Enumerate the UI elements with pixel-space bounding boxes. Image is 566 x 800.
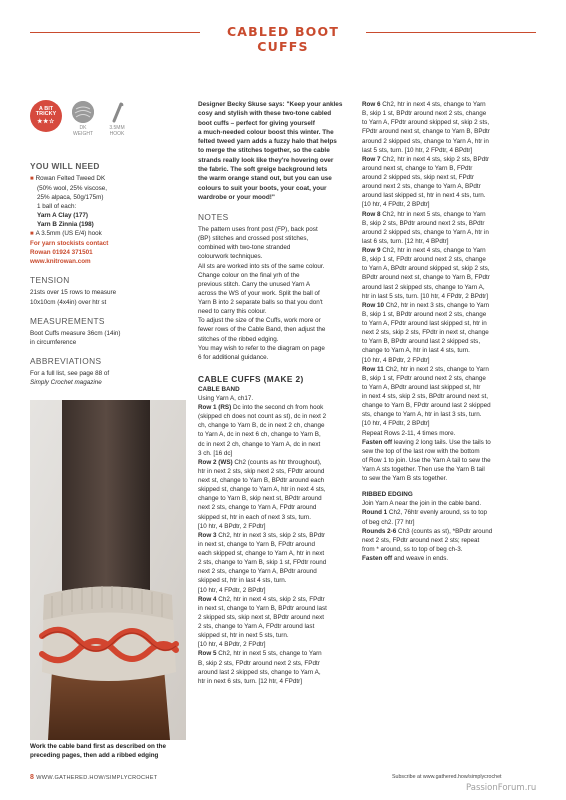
row-line: in next 4 sts, skip 2 sts, BPdtr around next st, <box>362 393 488 400</box>
row-label: Row 8 <box>362 210 381 218</box>
row-line: B, skip 2 sts, FPdtr around next 2 sts, FPdtr <box>198 659 320 667</box>
row-label: Fasten off <box>362 438 393 446</box>
difficulty-line1: A BIT <box>38 105 54 112</box>
row-text: Ch2, htr in next 3 sts, change to Yarn <box>384 301 490 309</box>
row-line: in next st, change to Yarn B, BPdtr around last <box>198 604 327 612</box>
notes-line: fewer rows of the Cable Band, then adjust the <box>198 326 326 334</box>
row-text: Ch2, htr in next 4 sts, change to Yarn <box>380 247 486 254</box>
intro-line: strands really look like they're hovering over <box>198 156 334 164</box>
row-line: next 2 sts, FPdtr around next 2 sts; repeat <box>362 536 480 544</box>
notes-line: To adjust the size of the Cuffs, work more or <box>198 317 321 325</box>
row-5 <box>198 649 355 686</box>
row-4 <box>198 595 355 650</box>
row-first-line <box>362 508 540 517</box>
header-rule-left <box>30 32 200 33</box>
stockists-label: For yarn stockists contact <box>30 240 109 247</box>
tension-heading: TENSION <box>30 275 70 286</box>
cable-band-subheading: CABLE BAND <box>198 385 240 393</box>
yarn-name: Rowan Felted Tweed DK <box>35 175 106 182</box>
row-label: Round 1 <box>362 509 388 517</box>
notes-line: across the WS of your work. Split the ball of <box>198 289 320 297</box>
caption-line-2: preceding pages, then add a ribbed edging <box>30 751 159 759</box>
row-text: Ch2, htr in next 4 sts, change to Yarn <box>380 101 486 108</box>
row-label: Row 3 <box>198 531 217 539</box>
intro-line: felted tweed yarn adds a fuzzy halo that helps <box>198 138 337 146</box>
row-first-line <box>362 246 540 255</box>
abbreviations-line-2: Simply Crochet magazine <box>30 379 102 386</box>
row-line: next st, change to Yarn B, BPdtr around each <box>198 477 325 485</box>
intro-line: the warm orange stand out, but you can use <box>198 175 332 183</box>
info-badges <box>30 100 180 152</box>
right-column <box>362 100 540 563</box>
row-line: from * around, ss to top of beg ch-3. <box>362 545 463 553</box>
intro-line: cosy and stylish with these two-tone cabled <box>198 110 332 118</box>
you-will-need-heading: YOU WILL NEED <box>30 161 100 171</box>
crochet-hook-icon <box>106 101 128 123</box>
row-line: 2 sts, change to Yarn A, FPdtr around last <box>198 623 315 631</box>
stockists-phone: Rowan 01924 371501 <box>30 249 93 257</box>
row-first-line <box>362 210 540 219</box>
watermark: PassionForum.ru <box>466 783 537 793</box>
measurements-text <box>30 329 180 347</box>
row-first-line <box>198 595 355 604</box>
row-line: each skipped st, change to Yarn A, htr in next <box>198 550 325 558</box>
weight-line2: WEIGHT <box>73 130 93 137</box>
row-9 <box>362 246 540 301</box>
abbreviations-text <box>30 369 180 387</box>
measurements-heading: MEASUREMENTS <box>30 315 105 326</box>
row-line: last 6 sts, turn. [12 htr, 4 BPdtr] <box>362 237 449 245</box>
intro-line: boot cuffs – perfect for giving yourself <box>198 119 315 127</box>
notes-line: (BP) stitches and crossed post stitches, <box>198 235 309 243</box>
row-line: to Yarn A, BPdtr around last skipped st, htr <box>362 383 481 391</box>
row-line: next 2 sts, change to Yarn A, BPdtr around <box>198 568 317 576</box>
notes-line: colourwork techniques. <box>198 253 263 261</box>
cable-band-continued <box>362 100 540 483</box>
row-line: last 5 sts, turn. [10 htr, 2 FPdtr, 4 BPdtr] <box>362 146 473 154</box>
difficulty-badge <box>30 100 62 132</box>
intro-line: colours to suit your boots, your coat, your <box>198 184 327 192</box>
fasten-off-final-label: Fasten off <box>362 555 393 562</box>
tension-text <box>30 288 180 306</box>
row-line: [10 htr, 4 FPdtr, 2 BPdtr] <box>362 420 430 428</box>
row-first-line <box>198 403 355 412</box>
difficulty-line2: TRICKY <box>35 111 57 118</box>
row-text: leaving 2 long tails. Use the tails to <box>392 438 491 446</box>
row-text: Ch2, htr in next 4 sts, skip 2 sts, BPdtr <box>380 155 490 163</box>
row-line: 2 sts, change to Yarn B, skip 1 st, FPdtr round <box>198 559 327 567</box>
row-line: FPdtr around next st, change to Yarn B, BPdtr <box>362 128 490 136</box>
measurements-line-2: in circumference <box>30 338 77 346</box>
notes-line: 6 for additional guidance. <box>198 353 269 361</box>
repeat-rows: Repeat Rows 2-11, 4 times more. <box>362 429 456 437</box>
cable-cuffs-heading: CABLE CUFFS (MAKE 2) <box>198 373 304 384</box>
row-line: htr in last 5 sts, turn. [10 htr, 4 FPdtr, 2 BPdtr] <box>362 292 488 300</box>
row-line: [10 htr, 4 BPdtr, 2 FPdtr] <box>198 641 266 649</box>
weight-badge <box>70 100 96 138</box>
stockists-web: www.knitrowan.com <box>30 258 91 266</box>
row-line: to Yarn B, BPdtr around last 2 skipped sts, <box>362 338 481 346</box>
fasten-off-final-text: and weave in ends. <box>392 555 449 562</box>
intro-line: wardrobe or your mood!" <box>198 193 275 201</box>
row-2 <box>198 458 355 531</box>
row-label: Row 11 <box>362 365 384 373</box>
middle-column <box>198 100 355 686</box>
ribbed-edging-instructions <box>362 499 540 563</box>
row-line: around last 2 skipped sts, change to Yarn A, <box>362 283 485 291</box>
row-first-line <box>362 155 540 164</box>
row-line: BPdtr around next st, change to Yarn B, FPdtr <box>362 274 490 282</box>
row-line: to Yarn A, dc in next 6 ch, change to Yarn B, <box>198 431 321 439</box>
row-text: Ch2, htr in next 2 sts, change to Yarn <box>383 365 489 373</box>
left-column <box>30 100 180 387</box>
row-line: skipped st, change to Yarn A, htr in next 4 sts, <box>198 486 326 494</box>
notes-text <box>198 225 355 362</box>
row-first-line <box>362 438 540 447</box>
row-1 <box>198 403 355 458</box>
row-line: [10 htr, 4 FPdtr, 2 BPdtr] <box>362 201 430 209</box>
row-first-line <box>198 649 355 658</box>
using-yarn-a: Using Yarn A, ch17. <box>198 394 254 402</box>
hook-size: A 3.5mm (US E/4) hook <box>35 230 102 238</box>
intro-line: the fabric. The soft greige background lets <box>198 165 328 173</box>
row-label: Row 5 <box>198 650 217 658</box>
footer-url[interactable]: WWW.GATHERED.HOW/SIMPLYCROCHET <box>36 775 158 781</box>
page-header <box>0 22 566 54</box>
notes-line: The pattern uses front post (FP), back post <box>198 226 318 234</box>
row-line: around last 2 skipped sts, change to Yarn A, <box>198 668 321 676</box>
row-label: Row 10 <box>362 301 385 309</box>
row-line: B, skip 1 st, FPdtr around next 2 sts, change <box>362 374 486 382</box>
row-line: B, skip 1 st, BPdtr around next 2 sts, change <box>362 110 487 118</box>
header-rule-right <box>366 32 536 33</box>
row-label: Rounds 2-6 <box>362 527 397 535</box>
row-text: Dc into the second ch from hook <box>231 404 324 412</box>
row-line: [10 htr, 4 FPdtr, 2 BPdtr] <box>198 586 266 594</box>
measurements-line-1: Boot Cuffs measure 36cm (14in) <box>30 329 121 337</box>
yarn-qty: 1 ball of each: <box>37 202 77 210</box>
row-first-line <box>198 531 355 540</box>
caption-line-1: Work the cable band first as described on the <box>30 743 166 750</box>
notes-line: You may wish to refer to the diagram on page <box>198 344 325 352</box>
difficulty-stars: ★★☆ <box>37 119 55 126</box>
notes-heading: NOTES <box>198 212 229 223</box>
row-line: dc in next 2 ch, change to Yarn A, dc in next <box>198 440 321 448</box>
row-text: Ch2, htr in next 5 sts, change to Yarn <box>216 650 322 658</box>
fasten-off <box>362 438 540 484</box>
intro-line: a much-needed colour boost this winter. The <box>198 128 334 136</box>
row-first-line <box>198 458 355 467</box>
row-text: Ch2, htr in next 5 sts, change to Yarn <box>380 210 486 218</box>
cable-band-instructions <box>198 394 355 686</box>
row-text: Ch2, 76htr evenly around, ss to top <box>387 509 487 517</box>
yarn-ball-icon <box>72 101 94 123</box>
materials-list <box>30 174 180 266</box>
bullet-square-icon: ■ <box>30 176 34 182</box>
footer-left <box>30 774 158 781</box>
row-label: Row 7 <box>362 155 381 163</box>
row-first-line <box>362 100 540 109</box>
page-title: CABLED BOOT CUFFS <box>226 24 340 54</box>
row-line: sew the top of the last row with the bottom <box>362 447 480 455</box>
row-line: to Yarn A, BPdtr around skipped st, skip 2 sts, <box>362 265 490 273</box>
row-7 <box>362 155 540 210</box>
yarn-b: Yarn B Zinnia (198) <box>37 221 94 229</box>
row-line: around 2 skipped sts, change to Yarn A, htr in <box>362 137 489 145</box>
footer-subscribe[interactable]: Subscribe at www.gathered.how/simplycrochet <box>392 774 502 780</box>
row-line: in next st, change to Yarn B, FPdtr around <box>198 540 316 548</box>
row-line: htr in next 2 sts, skip next 2 sts, FPdtr around <box>198 467 325 475</box>
designer-intro <box>198 100 355 202</box>
tension-line-2: 10x10cm (4x4in) over htr st <box>30 298 107 306</box>
row-line: around last skipped st, htr in next 4 sts, turn. <box>362 192 486 200</box>
row-line: around next st, change to Yarn B, FPdtr <box>362 164 473 172</box>
row-6 <box>362 100 540 155</box>
row-first-line <box>362 365 540 374</box>
notes-line: Yarn B into 2 separate balls so that you don't <box>198 299 323 307</box>
yarn-detail-1: (50% wool, 25% viscose, <box>37 184 107 192</box>
row-label: Row 4 <box>198 595 217 603</box>
abbreviations-heading: ABBREVIATIONS <box>30 355 102 366</box>
row-line: to Yarn A, FPdtr around skipped st, skip 2 sts, <box>362 119 490 127</box>
ribbed-edging-heading: RIBBED EDGING <box>362 491 413 499</box>
hook-line1: 3.5MM <box>109 125 125 131</box>
hook-line2: HOOK <box>109 130 125 137</box>
row-line: change to Yarn A, htr in last 4 sts, turn. <box>362 347 470 355</box>
row-label: Row 9 <box>362 247 381 254</box>
row-text: Ch3 (counts as st), *BPdtr around <box>396 527 493 535</box>
row-line: 3 ch. [16 dc] <box>198 449 233 457</box>
yarn-a: Yarn A Clay (177) <box>37 212 88 220</box>
intro-line: to merge the stitches together, so the cable <box>198 147 330 155</box>
row-line: around 2 skipped sts, skip next st, FPdtr <box>362 174 474 181</box>
row-line: skipped st, htr in last 4 sts, turn. <box>198 577 287 585</box>
rounds-2-6 <box>362 527 540 554</box>
notes-line: Change colour on the final yrh of the <box>198 271 300 279</box>
row-8 <box>362 210 540 247</box>
row-line: sts, change to Yarn A, htr in last 3 sts, turn. <box>362 411 482 419</box>
row-line: (skipped ch does not count as st), dc in next 2 <box>198 413 327 421</box>
page-number: 8 <box>30 774 35 781</box>
row-line: B, skip 1 st, FPdtr around next 2 sts, change <box>362 256 486 264</box>
abbreviations-line-1: For a full list, see page 88 of <box>30 369 110 377</box>
row-line: of Row 1 to join. Use the Yarn A tail to sew the <box>362 456 491 464</box>
row-line: [10 htr, 4 BPdtr, 2 FPdtr] <box>362 356 430 364</box>
notes-line: stitches of the ribbed edging. <box>198 335 279 343</box>
row-line: skipped st, htr in each of next 3 sts, turn. <box>198 513 312 521</box>
row-line: to Yarn A, FPdtr around last skipped st, htr in <box>362 320 487 327</box>
row-line: htr in next 6 sts, turn. [12 htr, 4 FPdtr] <box>198 677 302 685</box>
yarn-detail-2: 25% alpaca, 50g/175m) <box>37 193 104 201</box>
row-3 <box>198 531 355 595</box>
row-line: next 2 sts, skip 2 sts, FPdtr in next st, change <box>362 329 489 337</box>
row-10 <box>362 301 540 365</box>
row-line: ch, change to Yarn B, dc in next 2 ch, change <box>198 422 325 430</box>
tension-line-1: 21sts over 15 rows to measure <box>30 289 117 297</box>
row-first-line <box>362 527 540 536</box>
fasten-off-final <box>362 554 540 563</box>
ribbed-join: Join Yarn A near the join in the cable band. <box>362 500 482 508</box>
notes-line: need to carry this colour. <box>198 308 267 316</box>
row-line: next 2 sts, change to Yarn A, FPdtr around <box>198 504 317 512</box>
row-line: to sew the Yarn B sts together. <box>362 475 448 483</box>
row-line: Yarn A sts together. Then use the Yarn B tail <box>362 466 485 473</box>
notes-line: combined with two-tone stranded <box>198 244 291 252</box>
row-line: B, skip 2 sts, BPdtr around next 2 sts, BPdtr <box>362 219 485 227</box>
row-line: around next 2 sts, change to Yarn A, BPdtr <box>362 183 481 191</box>
row-text: Ch2, htr in next 3 sts, skip 2 sts, BPdtr <box>216 531 326 539</box>
row-line: around 2 skipped sts, change to Yarn A, htr in <box>362 228 489 236</box>
row-line: skipped st, htr in next 5 sts, turn. <box>198 632 289 640</box>
bullet-square-icon: ■ <box>30 231 34 238</box>
row-line: change to Yarn B, FPdtr around last 2 skipped <box>362 402 491 410</box>
notes-line: All sts are worked into sts of the same colour. <box>198 262 325 270</box>
row-line: of beg ch2. [77 htr] <box>362 518 415 526</box>
row-label: Row 2 (WS) <box>198 458 233 466</box>
weight-line1: DK <box>79 125 87 131</box>
row-line: [10 htr, 4 BPdtr, 2 FPdtr] <box>198 522 266 530</box>
row-line: B, skip 1 st, BPdtr around next 2 sts, change <box>362 310 487 318</box>
row-11 <box>362 365 540 429</box>
notes-line: previous stitch. Carry the unused Yarn A <box>198 280 311 288</box>
row-first-line <box>362 301 540 310</box>
boot-cuff-photo <box>30 400 186 740</box>
row-line: change to Yarn B, skip next st, BPdtr around <box>198 495 322 503</box>
row-line: 2 skipped sts, skip next st, BPdtr around next <box>198 613 325 621</box>
row-label: Row 6 <box>362 101 381 108</box>
round-1 <box>362 508 540 526</box>
hook-badge <box>104 100 130 138</box>
photo-caption <box>30 743 190 761</box>
row-text: Ch2, htr in next 4 sts, skip 2 sts, FPdtr <box>216 595 325 603</box>
intro-line: Designer Becky Skuse says: "Keep your ankles <box>198 101 343 108</box>
row-text: Ch2 (counts as htr throughout), <box>232 458 322 466</box>
row-label: Row 1 (RS) <box>198 404 232 412</box>
